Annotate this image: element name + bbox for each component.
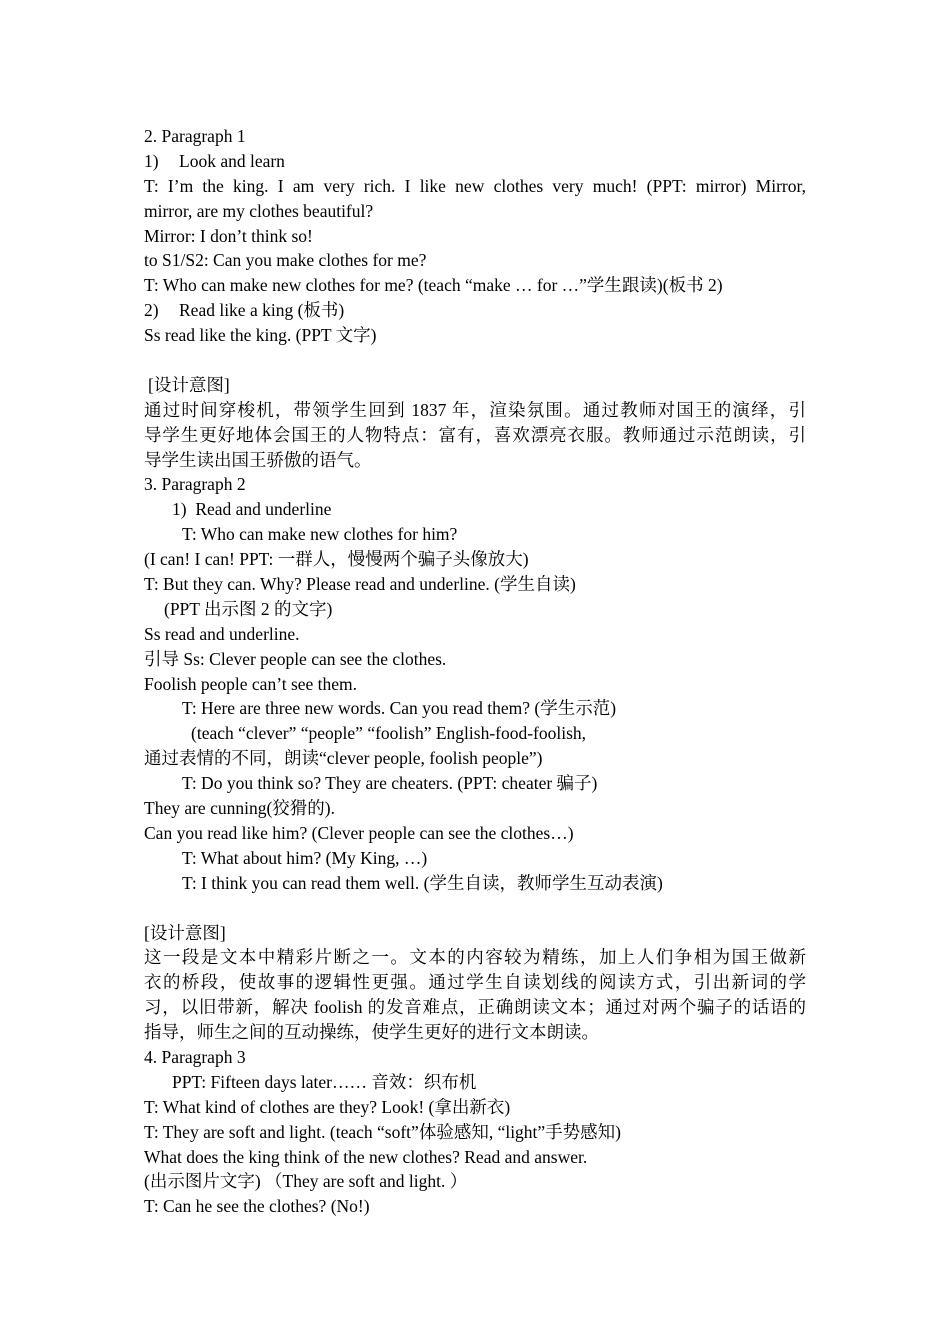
student-response: (I can! I can! PPT: 一群人，慢慢两个骗子头像放大) — [144, 549, 529, 570]
document-body — [144, 124, 806, 1219]
section-heading-paragraph-2: 3. Paragraph 2 — [144, 474, 246, 495]
blank-line — [144, 896, 806, 921]
blank-line — [144, 348, 806, 373]
ppt-note: (PPT 出示图 2 的文字) — [164, 598, 333, 619]
teacher-line: T: But they can. Why? Please read and underline. (学生自读) — [144, 574, 576, 595]
teacher-line: T: Can he see the clothes? (No!) — [144, 1196, 370, 1217]
step-look-and-learn — [144, 149, 806, 174]
read-like-him-line: Can you read like him? (Clever people can see the clothes…) — [144, 822, 574, 843]
design-intent-text: 衣的桥段，使故事的逻辑性更强。通过学生自读划线的阅读方式，引出新词的学 — [144, 972, 806, 993]
teacher-line: T: What kind of clothes are they? Look! (拿出新衣) — [144, 1096, 511, 1117]
teacher-line: T: Do you think so? They are cheaters. (PPT: cheater 骗子) — [182, 773, 598, 794]
teacher-line: T: Here are three new words. Can you read them? (学生示范) — [182, 698, 617, 719]
teacher-line: T: What about him? (My King, …) — [182, 847, 428, 868]
section-heading-paragraph-3: 4. Paragraph 3 — [144, 1046, 246, 1067]
expression-line: 通过表情的不同，朗读“clever people, foolish people”) — [144, 748, 543, 769]
design-intent-text: 通过时间穿梭机，带领学生回到 1837 年，渲染氛围。通过教师对国王的演绎，引 — [144, 399, 806, 420]
step-label: Read like a king (板书) — [179, 300, 345, 321]
mirror-line: Mirror: I don’t think so! — [144, 225, 313, 246]
step-label: Look and learn — [179, 150, 285, 171]
teacher-line: T: I think you can read them well. (学生自读，教师学生互动表演) — [182, 872, 663, 893]
guide-line: 引导 Ss: Clever people can see the clothes. — [144, 648, 447, 669]
design-intent-text: 指导，师生之间的互动操练，使学生更好的进行文本朗读。 — [144, 1022, 599, 1043]
design-intent-label: [设计意图] — [144, 922, 226, 943]
design-intent-text: 导学生更好地体会国王的人物特点：富有，喜欢漂亮衣服。教师通过示范朗读，引 — [144, 424, 806, 445]
design-intent-text: 导学生读出国王骄傲的语气。 — [144, 449, 372, 470]
design-intent-label: [设计意图] — [148, 374, 230, 395]
teacher-line: T: They are soft and light. (teach “soft”体验感知, “light”手势感知) — [144, 1121, 622, 1142]
students-line: Ss read and underline. — [144, 623, 300, 644]
to-students-line: to S1/S2: Can you make clothes for me? — [144, 250, 427, 271]
teacher-line-who: T: Who can make new clothes for me? (teach “make … for …”学生跟读)(板书 2) — [144, 275, 723, 296]
step-number: 2) — [144, 300, 159, 321]
students-read-line: Ss read like the king. (PPT 文字) — [144, 325, 377, 346]
guide-line: Foolish people can’t see them. — [144, 673, 358, 694]
teach-words-line: (teach “clever” “people” “foolish” English-food-foolish, — [191, 723, 587, 744]
design-intent-text: 习，以旧带新，解决 foolish 的发音难点，正确朗读文本；通过对两个骗子的话语的 — [144, 997, 806, 1018]
show-picture-line: (出示图片文字) （They are soft and light. ） — [144, 1171, 468, 1192]
teacher-line-king-cont: mirror, are my clothes beautiful? — [144, 200, 374, 221]
step-number: 1) — [144, 150, 159, 171]
step-read-and-underline: 1) Read and underline — [172, 499, 332, 520]
design-intent-text: 这一段是文本中精彩片断之一。文本的内容较为精练，加上人们争相为国王做新 — [144, 947, 806, 968]
ppt-note: PPT: Fifteen days later…… 音效：织布机 — [172, 1071, 477, 1092]
section-heading-paragraph-1: 2. Paragraph 1 — [144, 126, 246, 146]
step-read-like-king — [144, 298, 806, 323]
question-line: What does the king think of the new clothes? Read and answer. — [144, 1146, 588, 1167]
teacher-line: T: Who can make new clothes for him? — [182, 524, 458, 545]
cunning-line: They are cunning(狡猾的). — [144, 798, 335, 819]
teacher-line-king: T: I’m the king. I am very rich. I like new clothes very much! (PPT: mirror) Mirror, — [144, 175, 806, 196]
